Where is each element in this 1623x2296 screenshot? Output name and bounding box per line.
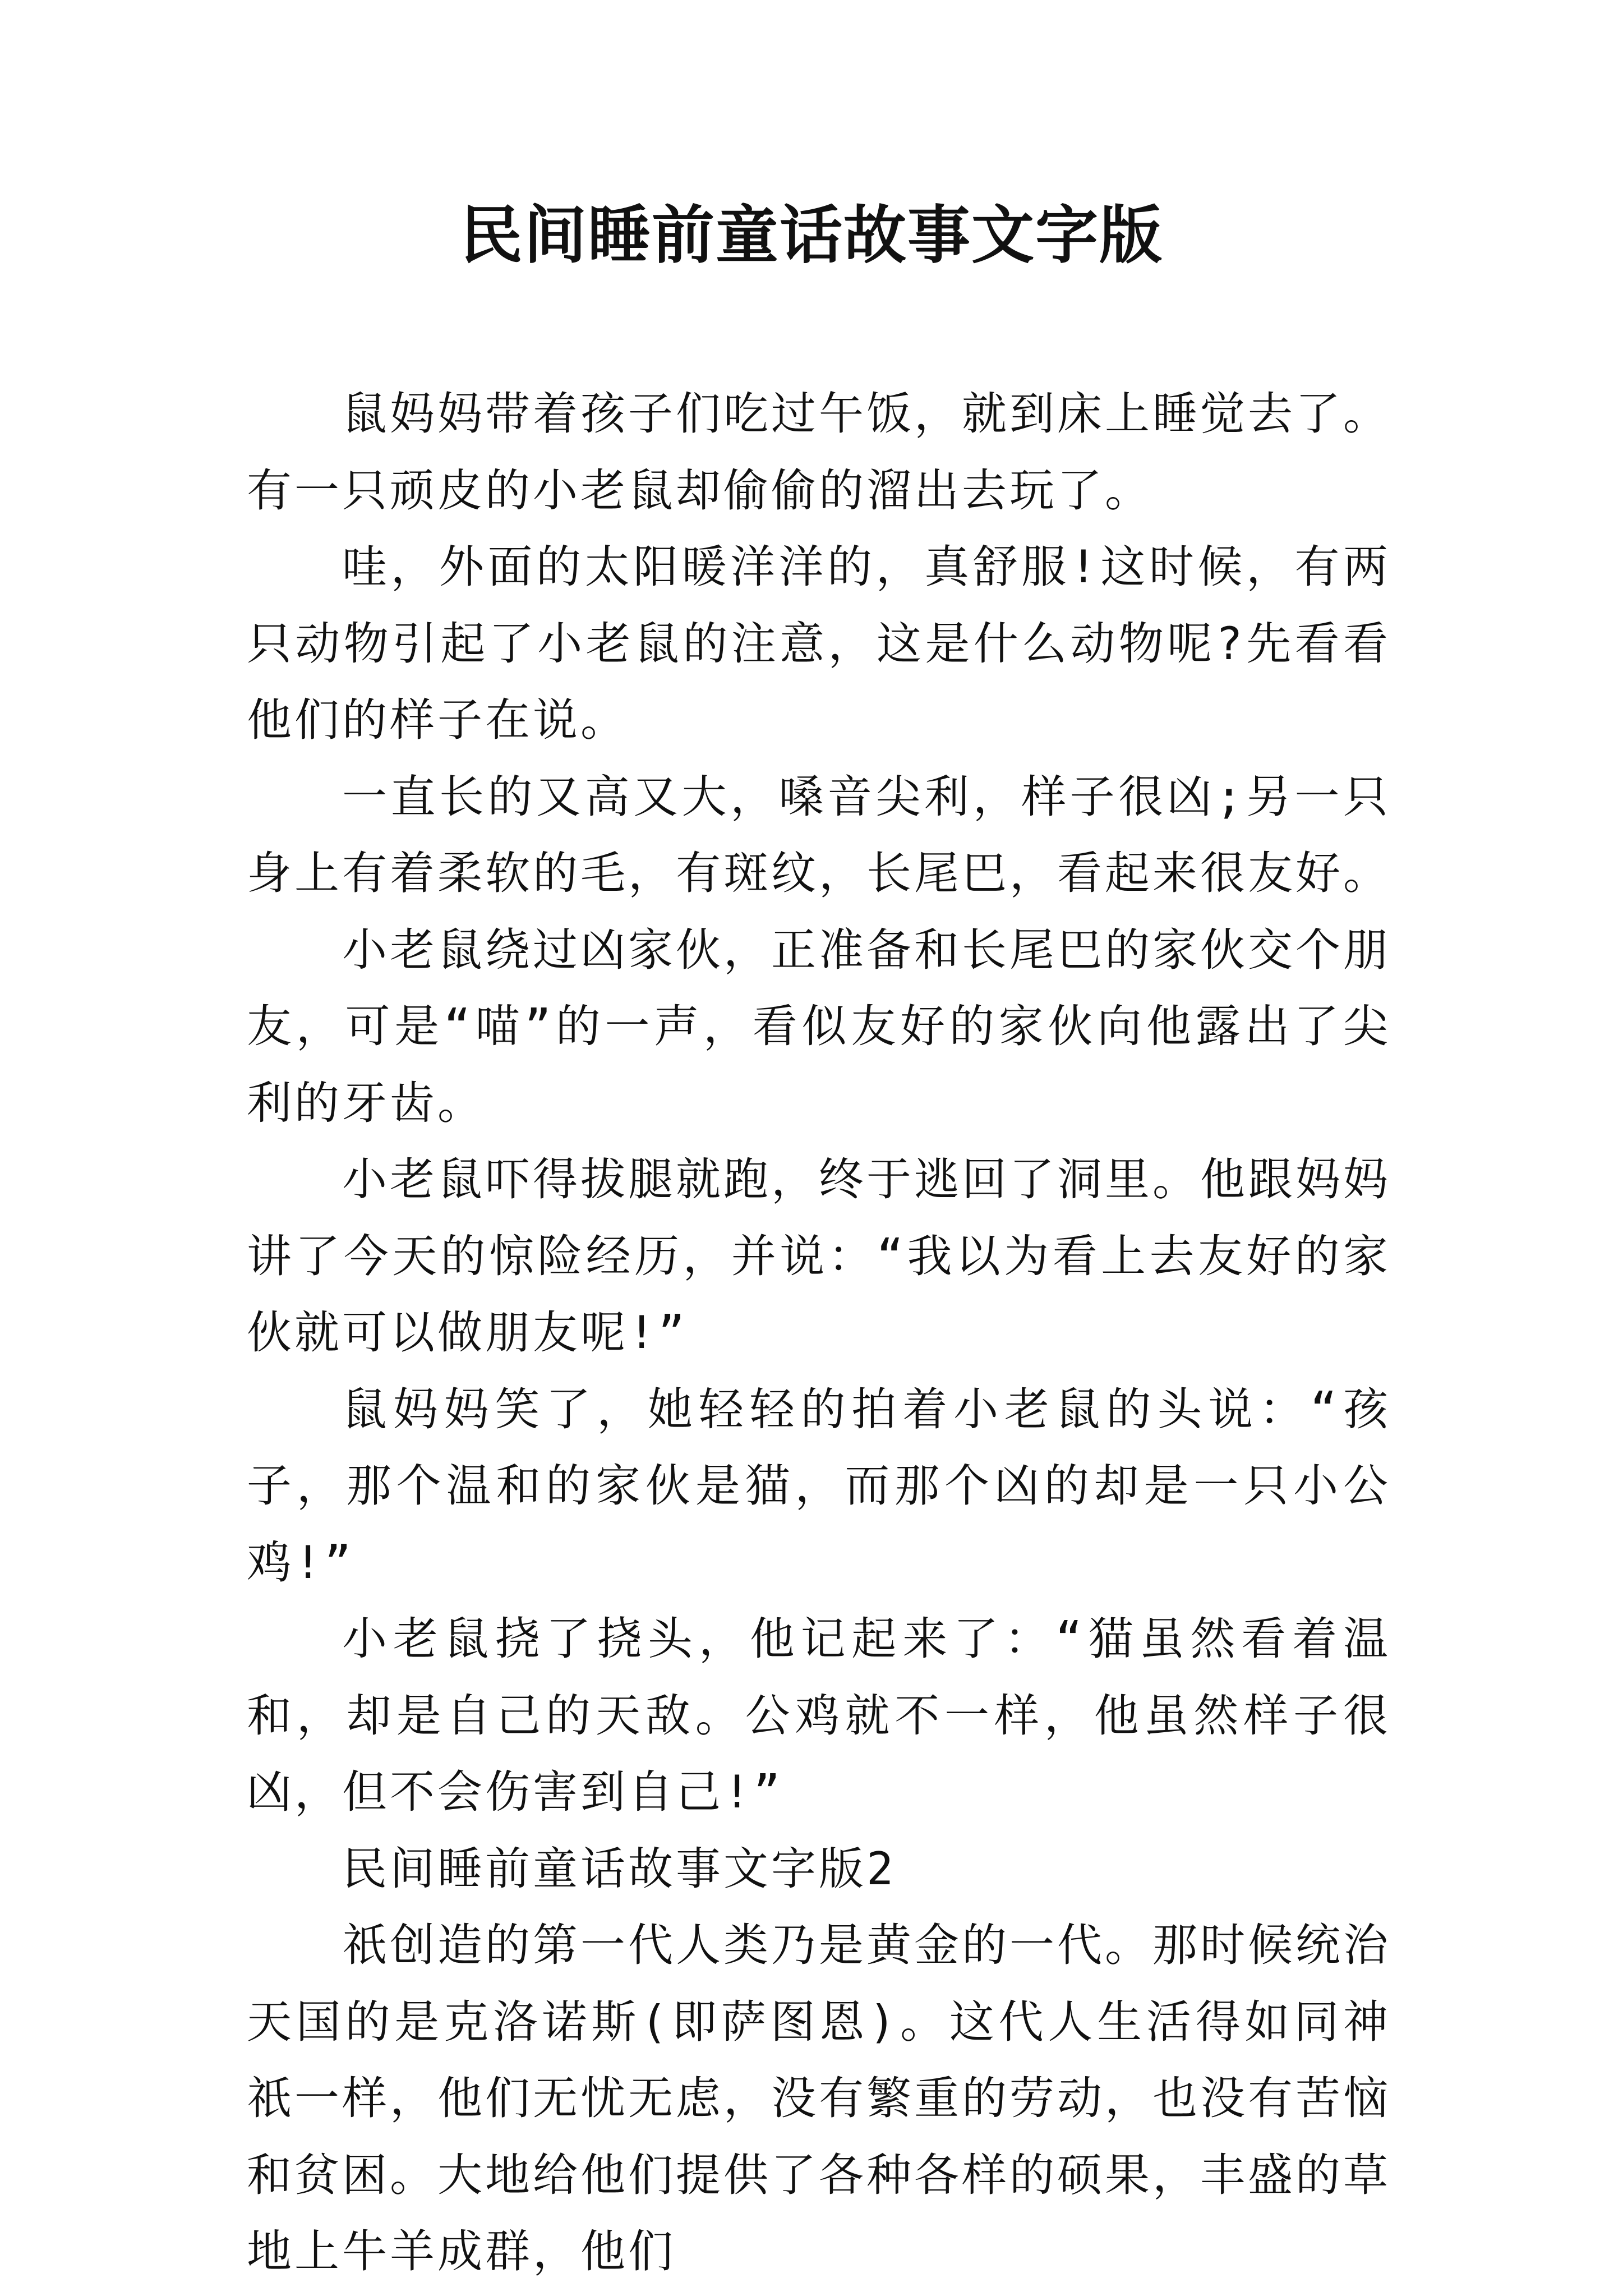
document-title: 民间睡前童话故事文字版	[460, 199, 1163, 272]
paragraph-5: 小老鼠吓得拔腿就跑，终于逃回了洞里。他跟妈妈讲了今天的惊险经历，并说：“我以为看上去友好的家伙就可以做朋友呢!”	[247, 1153, 1391, 1359]
paragraph-7: 小老鼠挠了挠头，他记起来了：“猫虽然看着温和，却是自己的天敌。公鸡就不一样，他虽然样子很凶，但不会伤害到自己!”	[247, 1613, 1391, 1818]
paragraph-4: 小老鼠绕过凶家伙，正准备和长尾巴的家伙交个朋友，可是“喵”的一声，看似友好的家伙向他露出了尖利的牙齿。	[247, 923, 1391, 1129]
paragraph-3: 一直长的又高又大，嗓音尖利，样子很凶;另一只身上有着柔软的毛，有斑纹，长尾巴，看起来很友好。	[247, 770, 1391, 899]
paragraph-8: 祇创造的第一代人类乃是黄金的一代。那时候统治天国的是克洛诺斯(即萨图恩)。这代人生活得如同神祇一样，他们无忧无虑，没有繁重的劳动，也没有苦恼和贫困。大地给他们提供了各种各样的硕果，丰盛的草地上牛羊成群，他们	[247, 1919, 1391, 2277]
section-heading-2: 民间睡前童话故事文字版2	[342, 1842, 897, 1895]
paragraph-2: 哇，外面的太阳暖洋洋的，真舒服!这时候，有两只动物引起了小老鼠的注意，这是什么动物呢?先看看他们的样子在说。	[247, 541, 1391, 746]
paragraph-6: 鼠妈妈笑了，她轻轻的拍着小老鼠的头说：“孩子，那个温和的家伙是猫，而那个凶的却是一只小公鸡!”	[247, 1383, 1391, 1589]
document-body	[247, 376, 1391, 2290]
paragraph-1: 鼠妈妈带着孩子们吃过午饭，就到床上睡觉去了。有一只顽皮的小老鼠却偷偷的溜出去玩了。	[247, 388, 1391, 517]
